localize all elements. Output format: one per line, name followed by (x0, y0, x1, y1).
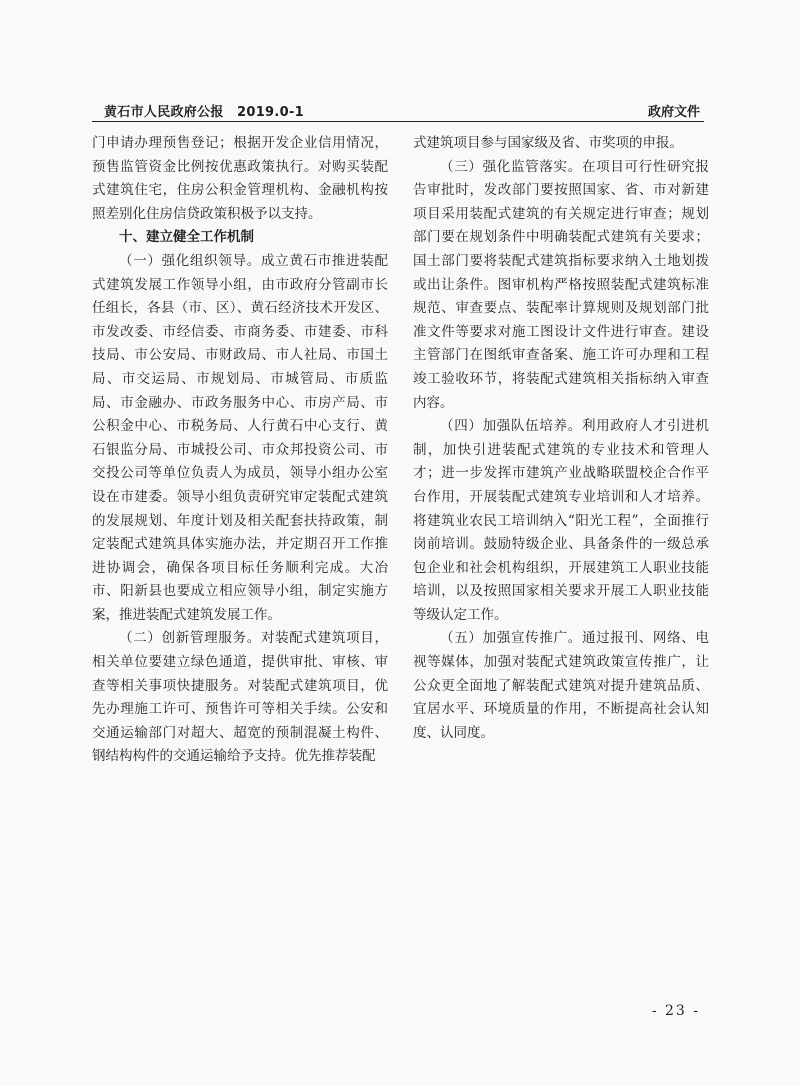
page-header (92, 97, 704, 122)
right-column (413, 132, 709, 745)
section-heading: 十、建立健全工作机制 (119, 229, 254, 246)
paragraph-organization: （一）强化组织领导。成立黄石市推进装配式建筑发展工作领导小组，由市政府分管副市长任组长，各县（市、区）、黄石经济技术开发区、市发改委、市经信委、市商务委、市建委、市科技局、市公安局、市财政局、市人社局、市国土局、市交运局、市规划局、市城管局、市质监局、市金融办、市政务服务中心、市房产局、市公积金中心、市税务局、人行黄石中心支行、黄石银监分局、市城投公司、市众邦投资公司、市交投公司等单位负责人为成员，领导小组办公室设在市建委。领导小组负责研究审定装配式建筑的发展规划、年度计划及相关配套扶持政策，制定装配式建筑具体实施办法，并定期召开工作推进协调会，确保各项目标任务顺利完成。大冶市、阳新县也要成立相应领导小组，制定实施方案，推进装配式建筑发展工作。 (92, 252, 388, 623)
paragraph-management: （二）创新管理服务。对装配式建筑项目，相关单位要建立绿色通道，提供审批、审核、审查等相关事项快捷服务。对装配式建筑项目，优先办理施工许可、预售许可等相关手续。公安和交通运输部门对超大、超宽的预制混凝土构件、钢结构构件的交通运输给予支持。优先推荐装配 (92, 630, 388, 765)
paragraph-continued: 门申请办理预售登记；根据开发企业信用情况，预售监管资金比例按优惠政策执行。对购买装配式建筑住宅，住房公积金管理机构、金融机构按照差别化住房信贷政策积极予以支持。 (92, 135, 388, 222)
page-number: - 23 - (651, 1003, 700, 1019)
left-column (92, 132, 388, 769)
paragraph-publicity: （五）加强宣传推广。通过报刊、网络、电视等媒体，加强对装配式建筑政策宣传推广，让公众更全面地了解装配式建筑对提升建筑品质、宜居水平、环境质量的作用，不断提高社会认知度、认同度。 (413, 630, 709, 741)
journal-title: 黄石市人民政府公报 2019.0-1 (104, 105, 305, 120)
paragraph-supervision: （三）强化监管落实。在项目可行性研究报告审批时，发改部门要按照国家、省、市对新建项目采用装配式建筑的有关规定进行审查；规划部门要在规划条件中明确装配式建筑有关要求；国土部门要将装配式建筑指标要求纳入土地划拨或出让条件。图审机构严格按照装配式建筑标准规范、审查要点、装配率计算规则及规划部门批准文件等要求对施工图设计文件进行审查。建设主管部门在图纸审查备案、施工许可办理和工程竣工验收环节，将装配式建筑相关指标纳入审查内容。 (413, 158, 709, 411)
paragraph-continued-right: 式建筑项目参与国家级及省、市奖项的申报。 (413, 135, 683, 151)
paragraph-training: （四）加强队伍培养。利用政府人才引进机制，加快引进装配式建筑的专业技术和管理人才；进一步发挥市建筑产业战略联盟校企合作平台作用，开展装配式建筑专业培训和人才培养。将建筑业农民工培训纳入“阳光工程”，全面推行岗前培训。鼓励特级企业、具备条件的一级总承包企业和社会机构组织，开展建筑工人职业技能培训，以及按照国家相关要求开展工人职业技能等级认定工作。 (413, 418, 709, 623)
section-title: 政府文件 (647, 105, 700, 120)
